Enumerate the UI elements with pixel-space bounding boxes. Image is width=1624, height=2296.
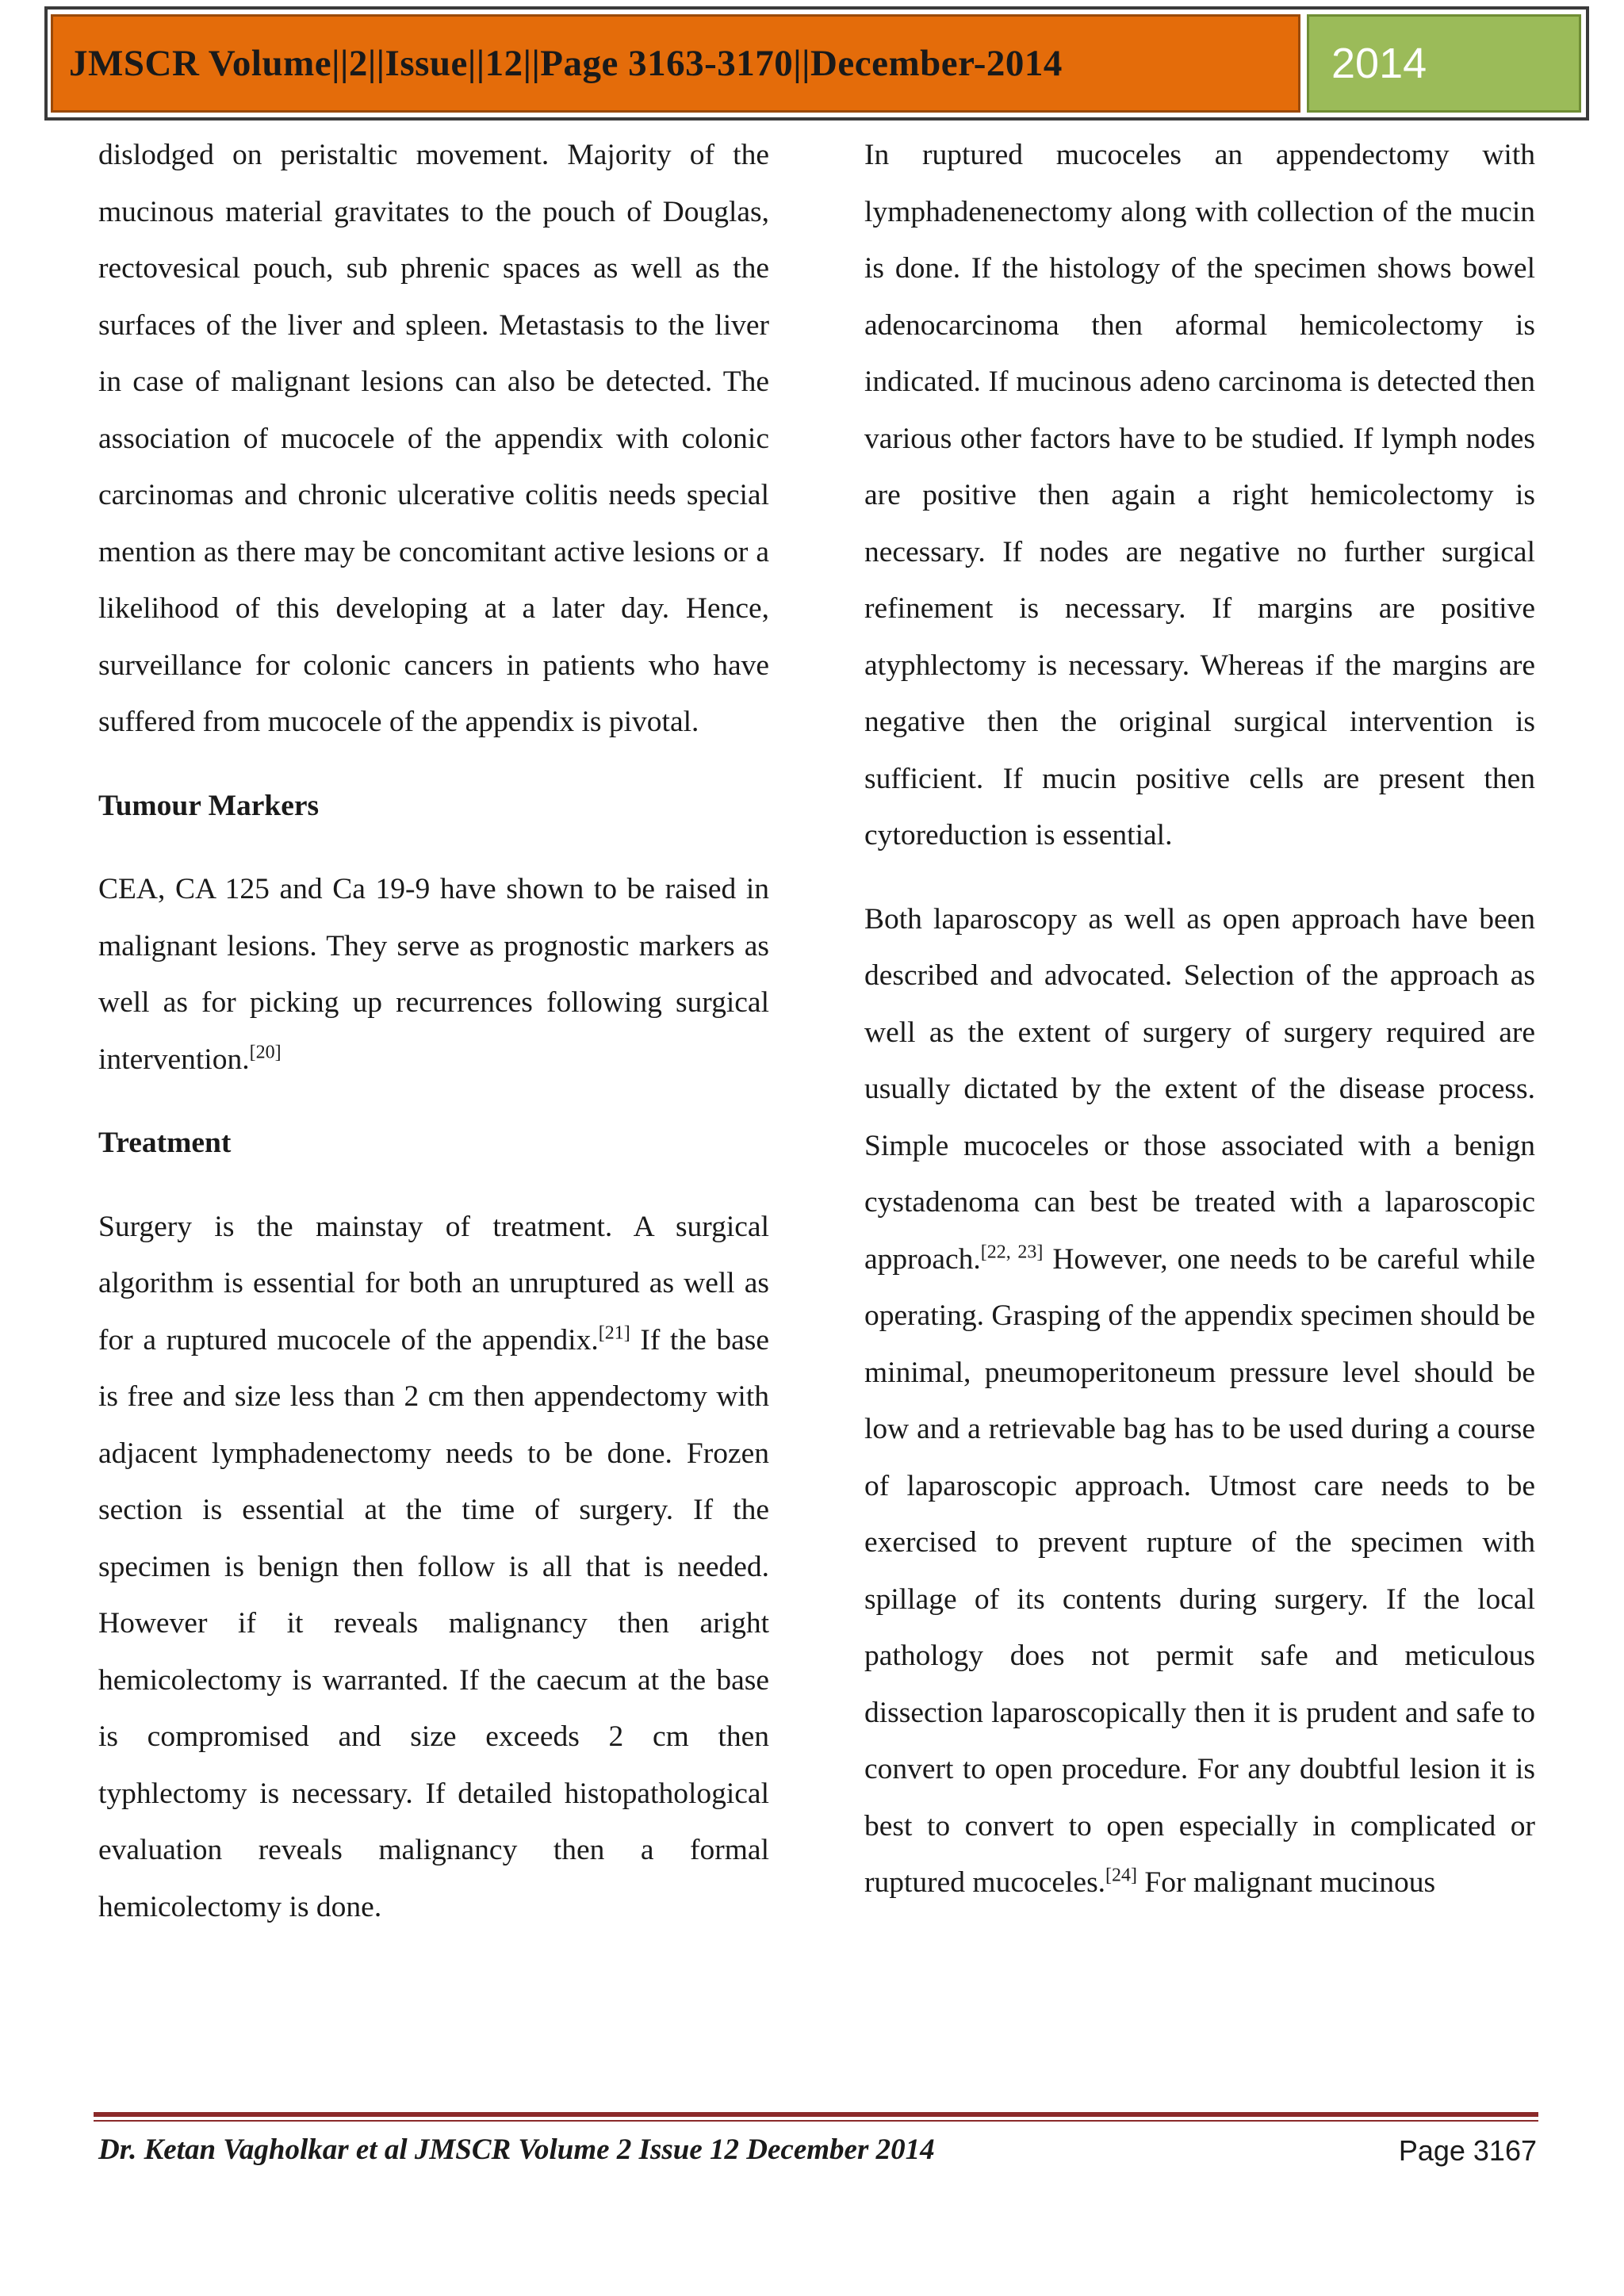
paragraph-text: However, one needs to be careful while operating. Grasping of the appendix specimen should be minimal, pneumoperitoneum pressure level should be low and a retrievable bag has to be used during a course of laparoscopic approach. Utmost care needs to be exercised to prevent rupture of the specimen with spillage of its contents during surgery. If the local pathology does not permit safe and meticulous dissection laparoscopically then it is prudent and safe to convert to open procedure. For any doubtful lesion it is best to convert to open especially in complicated or ruptured mucoceles. (864, 1242, 1536, 1899)
reference-20: [20] (249, 1042, 282, 1062)
page-number: Page 3167 (1398, 2134, 1537, 2167)
paragraph-text: Both laparoscopy as well as open approach have been described and advocated. Selection of the approach as well as the extent of surgery of surgery required are usually dictated by the extent of the disease process. Simple mucoceles or those associated with a benign cystadenoma can best be treated with a laparoscopic approach. (864, 902, 1535, 1276)
paragraph-text: For malignant mucinous (1137, 1866, 1436, 1899)
right-paragraph-1: In ruptured mucoceles an appendectomy with lymphadenenectomy along with collection of the mucin is done. If the histology of the specimen shows bowel adenocarcinoma then aformal hemicolectomy is indicated. If mucinous adeno carcinoma is detected then various other factors have to be studied. If lymph nodes are positive then again a right hemicolectomy is necessary. If nodes are negative no further surgical refinement is necessary. If margins are positive atyphlectomy is necessary. Whereas if the margins are negative then the original surgical intervention is sufficient. If mucin positive cells are present then cytoreduction is essential. (864, 139, 1535, 851)
heading-tumour-markers: Tumour Markers (98, 789, 320, 822)
year-badge (1307, 14, 1581, 113)
journal-header (51, 14, 1300, 113)
right-paragraph-2 (864, 891, 1535, 1911)
left-paragraph-3 (98, 1199, 769, 1936)
left-paragraph-1: dislodged on peristaltic movement. Majority of the mucinous material gravitates to the pouch of Douglas, rectovesical pouch, sub phrenic spaces as well as the surfaces of the liver and spleen. Metastasis to the liver in case of malignant lesions can also be detected. The association of mucocele of the appendix with colonic carcinomas and chronic ulcerative colitis needs special mention as there may be concomitant active lesions or a likelihood of this developing at a later day. Hence, surveillance for colonic cancers in patients who have suffered from mucocele of the appendix is pivotal. (98, 139, 769, 738)
footer-rule-thick (94, 2112, 1538, 2117)
paragraph-text: CEA, CA 125 and Ca 19-9 have shown to be raised in malignant lesions. They serve as prognostic markers as well as for picking up recurrences following surgical intervention. (98, 873, 769, 1076)
reference-21: [21] (598, 1322, 630, 1343)
reference-22-23: [22, 23] (980, 1242, 1044, 1262)
right-column (864, 127, 1535, 1911)
journal-title: JMSCR Volume||2||Issue||12||Page 3163-3170||December-2014 (69, 43, 1063, 84)
footer-rule-thin (94, 2120, 1538, 2122)
paragraph-text: If the base is free and size less than 2 cm then appendectomy with adjacent lymphadenectomy needs to be done. Frozen section is essential at the time of surgery. If the specimen is benign then follow is all that is needed. However if it reveals malignancy then aright hemicolectomy is warranted. If the caecum at the base is compromised and size exceeds 2 cm then typhlectomy is necessary. If detailed histopathological evaluation reveals malignancy then a formal hemicolectomy is done. (98, 1323, 769, 1923)
left-column (98, 127, 769, 1935)
paragraph-text: Surgery is the mainstay of treatment. A surgical algorithm is essential for both an unruptured as well as for a ruptured mucocele of the appendix. (98, 1210, 769, 1357)
footer-citation: Dr. Ketan Vagholkar et al JMSCR Volume 2 Issue 12 December 2014 (98, 2133, 935, 2166)
heading-treatment: Treatment (98, 1127, 232, 1159)
reference-24: [24] (1105, 1865, 1138, 1886)
year-label: 2014 (1331, 40, 1427, 87)
left-paragraph-2 (98, 861, 769, 1088)
